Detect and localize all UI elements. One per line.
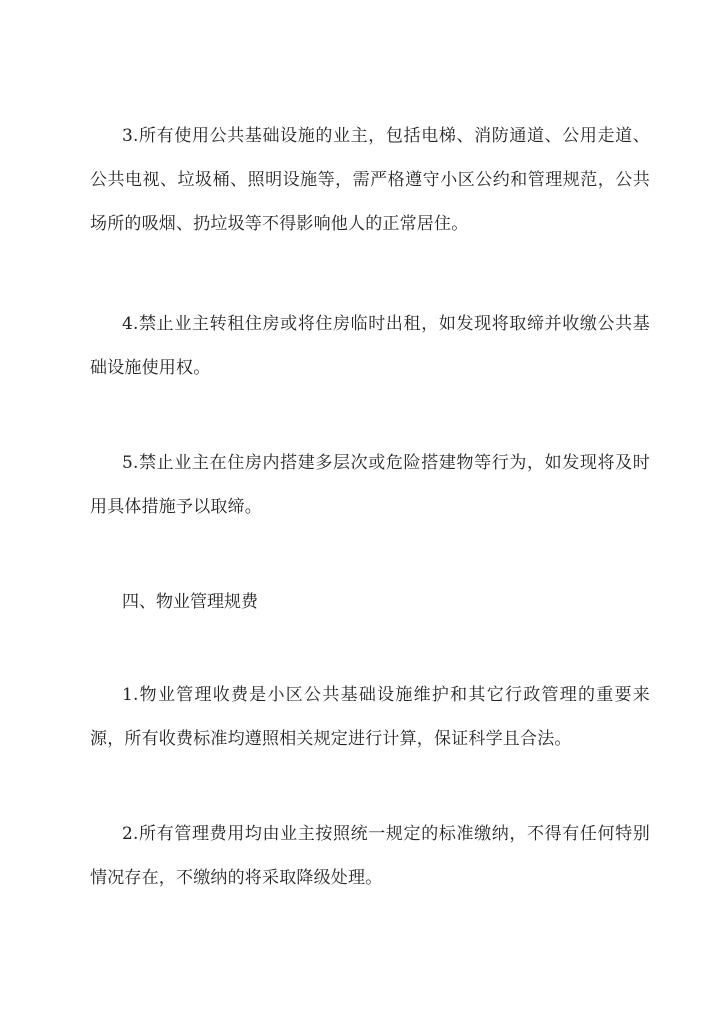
paragraph-item-5: 5.禁止业主在住房内搭建多层次或危险搭建物等行为，如发现将及时用具体措施予以取缔。 [90, 453, 650, 517]
paragraph-item-3: 3.所有使用公共基础设施的业主，包括电梯、消防通道、公用走道、公共电视、垃圾桶、照明设施等，需严格遵守小区公约和管理规范，公共场所的吸烟、扔垃圾等不得影响他人的正常居住。 [90, 126, 650, 234]
paragraph-fee-1: 1.物业管理收费是小区公共基础设施维护和其它行政管理的重要来源，所有收费标准均遵照相关规定进行计算，保证科学且合法。 [90, 685, 650, 749]
section-heading: 四、物业管理规费 [122, 592, 258, 612]
paragraph-item-4: 4.禁止业主转租住房或将住房临时出租，如发现将取缔并收缴公共基础设施使用权。 [90, 314, 650, 378]
paragraph-fee-2: 2.所有管理费用均由业主按照统一规定的标准缴纳，不得有任何特别情况存在，不缴纳的将采取降级处理。 [90, 824, 650, 888]
